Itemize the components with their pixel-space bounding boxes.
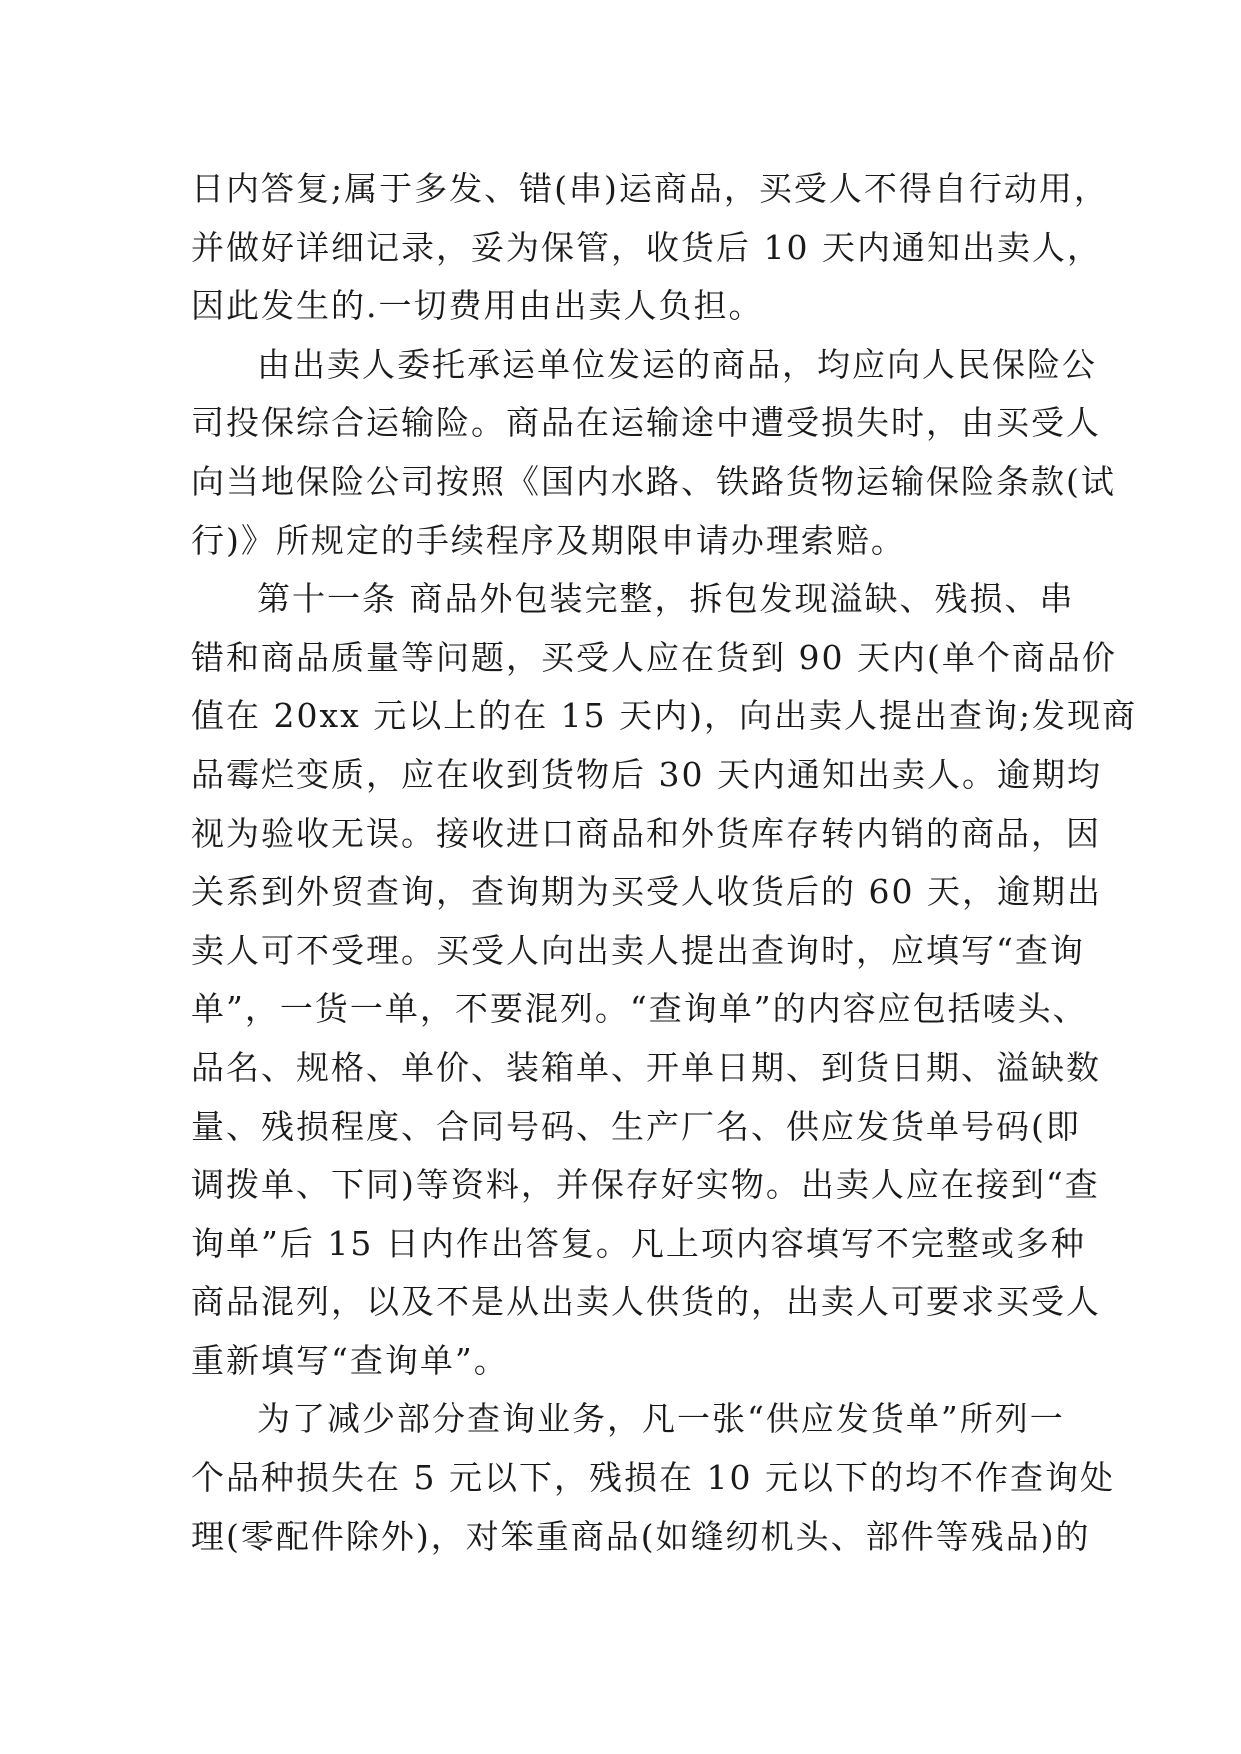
text-line: 并做好详细记录，妥为保管，收货后 10 天内通知出卖人， <box>191 227 1102 267</box>
text-line: 量、残损程度、合同号码、生产厂名、供应发货单号码(即 <box>191 1106 1081 1146</box>
paragraph-article-11 <box>191 570 1138 1390</box>
text-line: 为了减少部分查询业务，凡一张“供应发货单”所列一 <box>257 1399 1065 1439</box>
text-line: 调拨单、下同)等资料，并保存好实物。出卖人应在接到“查 <box>191 1165 1100 1205</box>
text-line: 询单”后 15 日内作出答复。凡上项内容填写不完整或多种 <box>191 1223 1086 1263</box>
text-line: 因此发生的.一切费用由出卖人负担。 <box>191 286 764 326</box>
text-line: 第十一条 商品外包装完整，拆包发现溢缺、残损、串 <box>257 579 1075 619</box>
text-line: 行)》所规定的手续程序及期限申请办理索赔。 <box>191 520 906 560</box>
document-body <box>191 160 1138 1566</box>
paragraph-continuation <box>191 160 1109 336</box>
text-line: 重新填写“查询单”。 <box>191 1340 509 1380</box>
text-line: 日内答复;属于多发、错(串)运商品，买受人不得自行动用， <box>191 169 1109 208</box>
text-line: 商品混列，以及不是从出卖人供货的，出卖人可要求买受人 <box>191 1282 1101 1322</box>
paragraph-query-exemption <box>191 1390 1115 1566</box>
text-line: 卖人可不受理。买受人向出卖人提出查询时，应填写“查询 <box>191 930 1085 970</box>
text-line: 向当地保险公司按照《国内水路、铁路货物运输保险条款(试 <box>191 461 1116 501</box>
text-line: 司投保综合运输险。商品在运输途中遭受损失时，由买受人 <box>191 403 1101 443</box>
text-line: 错和商品质量等问题，买受人应在货到 90 天内(单个商品价 <box>191 637 1117 677</box>
text-line: 值在 20xx 元以上的在 15 天内)，向出卖人提出查询;发现商 <box>191 696 1138 736</box>
text-line: 视为验收无误。接收进口商品和外货库存转内销的商品，因 <box>191 813 1101 853</box>
text-line: 由出卖人委托承运单位发运的商品，均应向人民保险公 <box>257 344 1097 384</box>
text-line: 个品种损失在 5 元以下，残损在 10 元以下的均不作查询处 <box>191 1458 1115 1498</box>
text-line: 单”，一货一单，不要混列。“查询单”的内容应包括唛头、 <box>191 989 1088 1029</box>
text-line: 品名、规格、单价、装箱单、开单日期、到货日期、溢缺数 <box>191 1047 1101 1087</box>
text-line: 品霉烂变质，应在收到货物后 30 天内通知出卖人。逾期均 <box>191 754 1102 794</box>
text-line: 理(零配件除外)，对笨重商品(如缝纫机头、部件等残品)的 <box>191 1516 1091 1556</box>
text-line: 关系到外贸查询，查询期为买受人收货后的 60 天，逾期出 <box>191 872 1102 912</box>
paragraph-insurance <box>191 336 1116 570</box>
